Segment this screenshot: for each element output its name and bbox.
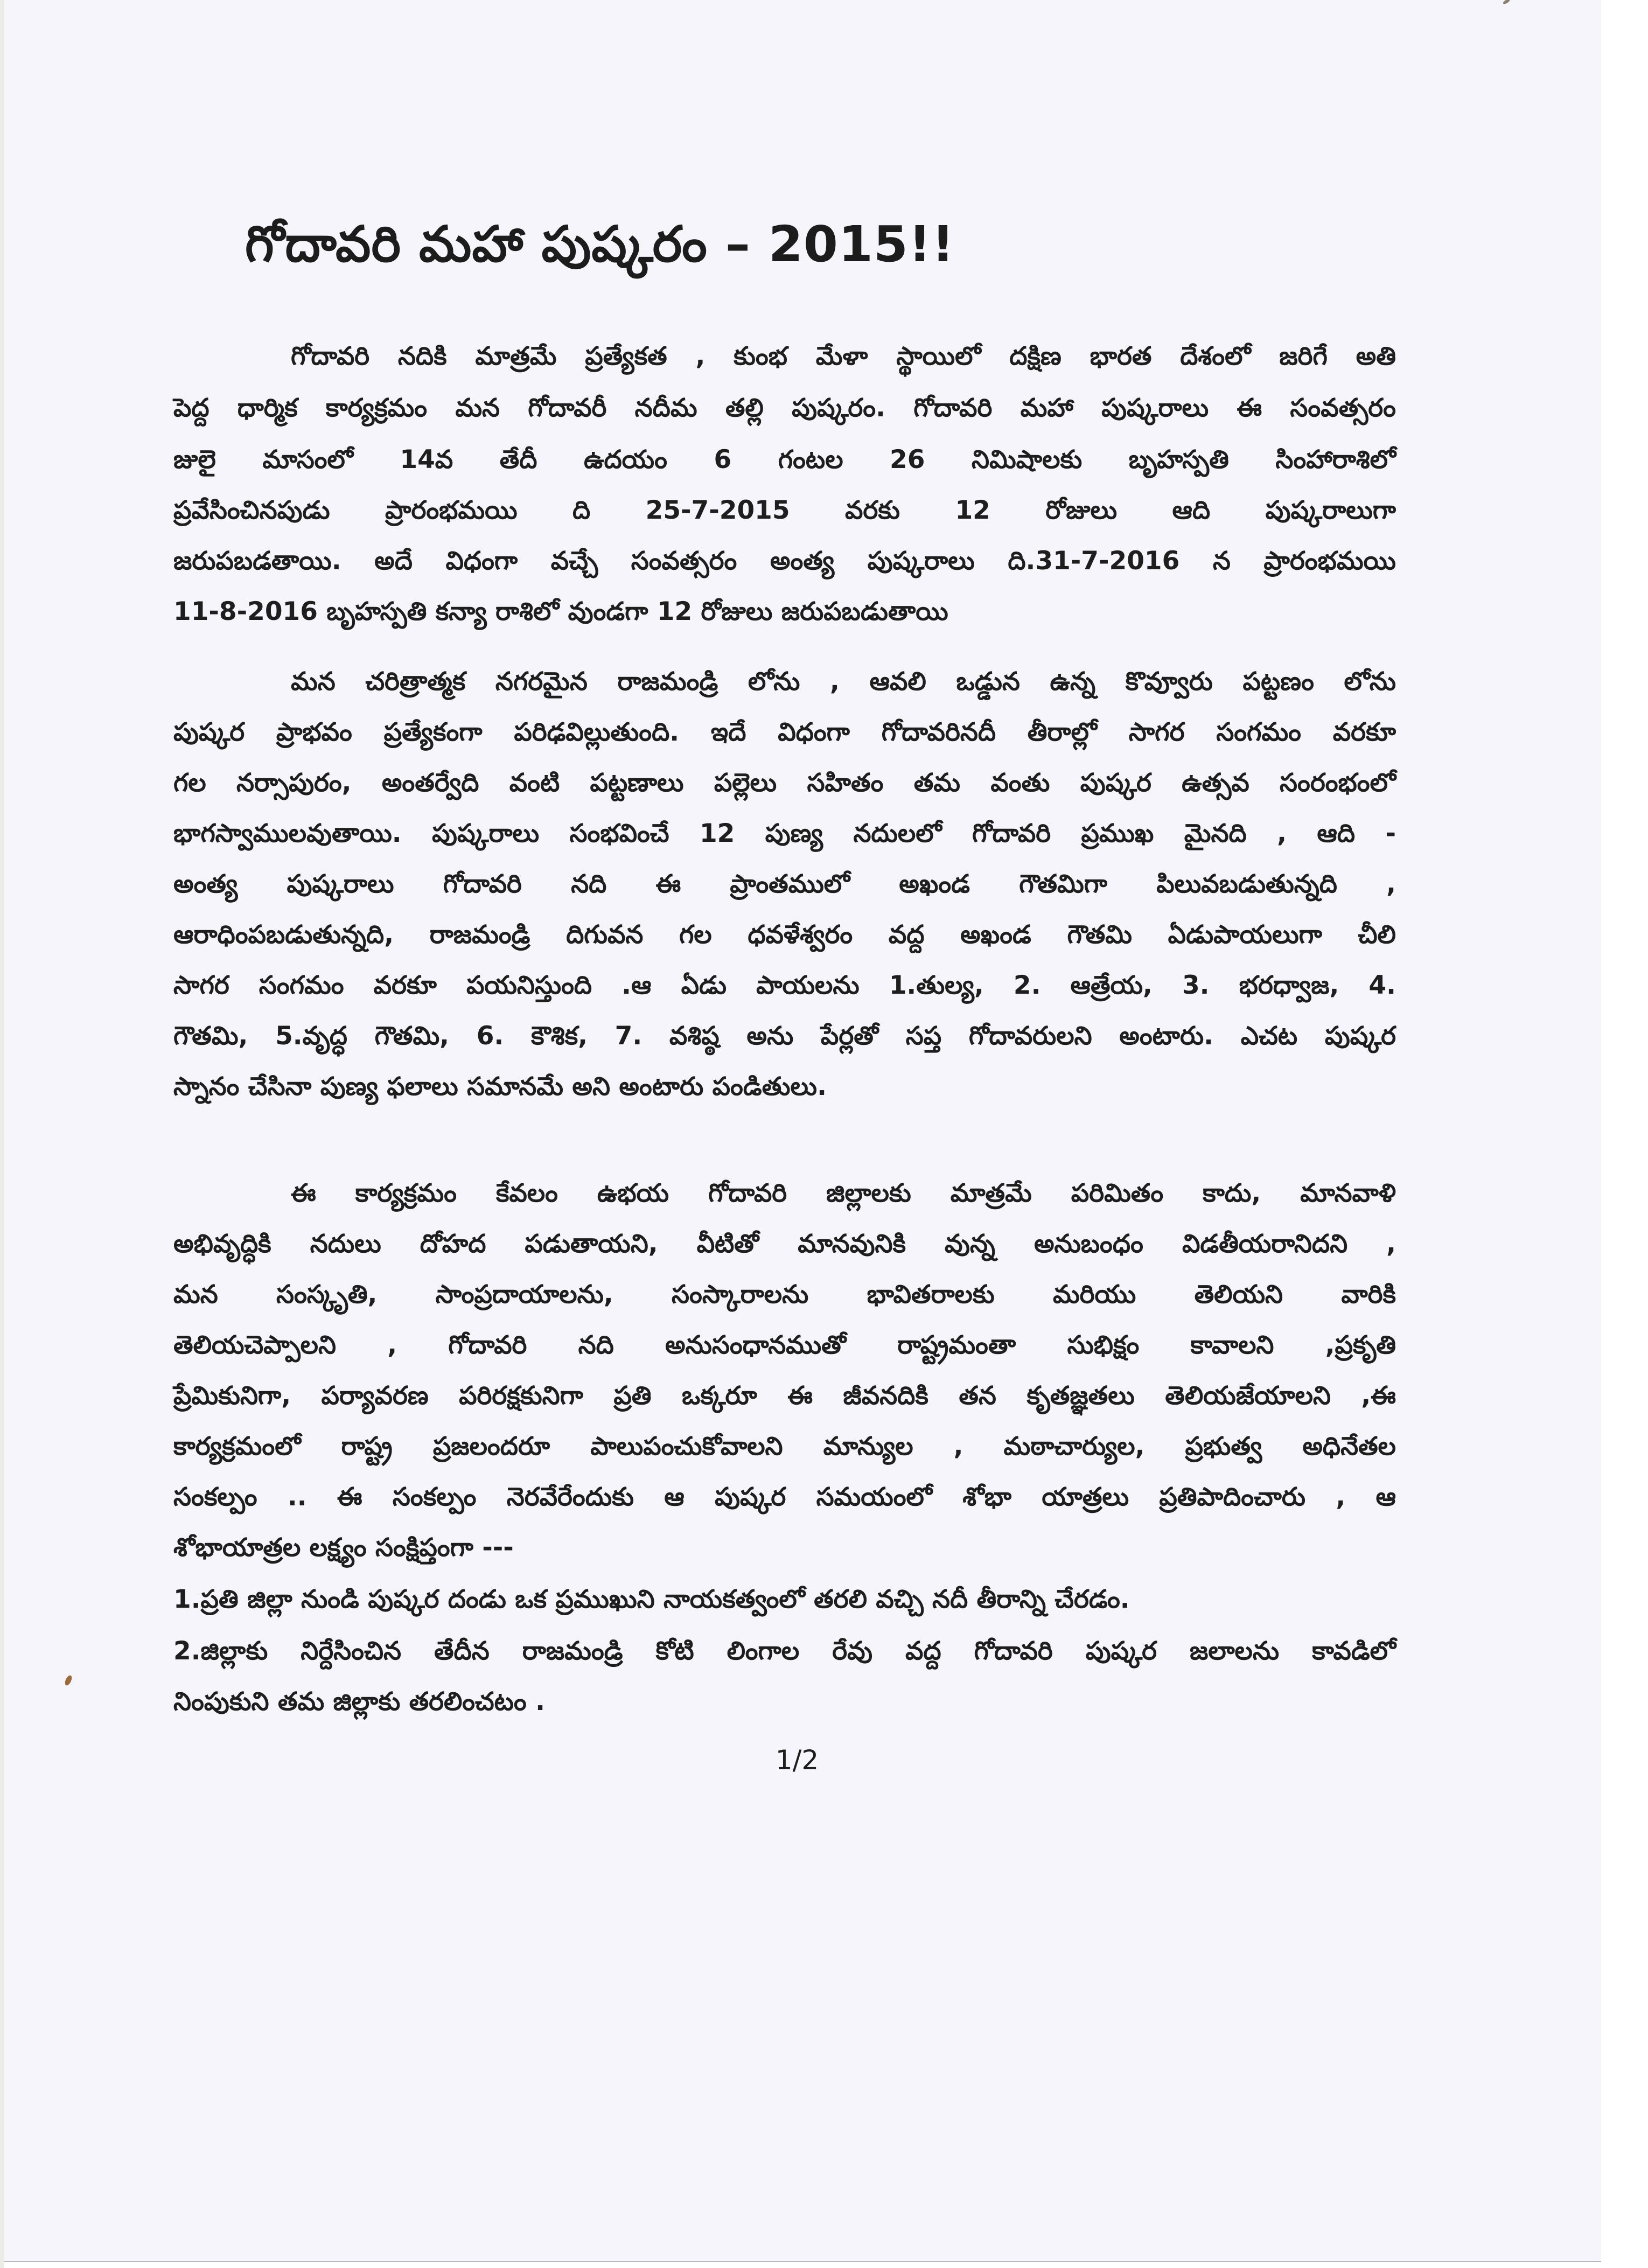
paragraph-3-line: ఈ కార్యక్రమం కేవలం ఉభయ గోదావరి జిల్లాలకు మాత్రమే పరిమితం కాదు, మానవాళి (291, 1178, 1396, 1208)
paragraph-3-line: శోభాయాత్రల లక్ష్యం సంక్షిప్తంగా --- (173, 1533, 514, 1562)
paragraph-3-line: సంకల్పం .. ఈ సంకల్పం నెరవేరేందుకు ఆ పుష్కర సమయంలో శోభా యాత్రలు ప్రతిపాదించారు , ఆ (173, 1482, 1396, 1512)
paragraph-2-line: మన చరిత్రాత్మక నగరమైన రాజమండ్రి లోను , ఆవలి ఒడ్డున ఉన్న కొవ్వూరు పట్టణం లోను (291, 667, 1396, 696)
paragraph-3-line: ప్రేమికునిగా, పర్యావరణ పరిరక్షకునిగా ప్రతి ఒక్కరూ ఈ జీవనదికి తన కృతజ్ఞతలు తెలియజేయాలని ,ఈ (173, 1381, 1396, 1411)
paragraph-2-line: ఆరాధింపబడుతున్నది, రాజమండ్రి దిగువన గల ధవళేశ్వరం వద్ద అఖండ గౌతమి ఏడుపాయలుగా చీలి (173, 920, 1396, 950)
paragraph-2-line: గల నర్సాపురం, అంతర్వేది వంటి పట్టణాలు పల్లెలు సహితం తమ వంతు పుష్కర ఉత్సవ సంరంభంలో (173, 768, 1396, 798)
page-number: 1/2 (775, 1744, 819, 1776)
paragraph-1-line: జరుపబడతాయి. అదే విధంగా వచ్చే సంవత్సరం అంత్య పుష్కరాలు ది.31-7-2016 న ప్రారంభమయి (173, 546, 1396, 576)
paragraph-1-line: గోదావరి నదికి మాత్రమే ప్రత్యేకత , కుంభ మేళా స్థాయిలో దక్షిణ భారత దేశంలో జరిగే అతి (291, 341, 1396, 371)
paragraph-1-line: 11-8-2016 బృహస్పతి కన్యా రాశిలో వుండగా 12 రోజులు జరుపబడుతాయి (173, 597, 948, 626)
paragraph-3-line: కార్యక్రమంలో రాష్ట్ర ప్రజలందరూ పాలుపంచుకోవాలని మాన్యుల , మఠాచార్యుల, ప్రభుత్వ అధినేతల (173, 1432, 1396, 1461)
list-item: 2.జిల్లాకు నిర్దేసించిన తేదీన రాజమండ్రి కోటి లింగాల రేవు వద్ద గోదావరి పుష్కర జలాలను కావడిలో (173, 1636, 1396, 1666)
paragraph-2-line: పుష్కర ప్రాభవం ప్రత్యేకంగా పరిఢవిల్లుతుంది. ఇదే విధంగా గోదావరినదీ తీరాల్లో సాగర సంగమం వరకూ (173, 717, 1396, 747)
paragraph-2-line: భాగస్వాములవుతాయి. పుష్కరాలు సంభవించే 12 పుణ్య నదులలో గోదావరి ప్రముఖ మైనది , ఆది - (173, 819, 1396, 848)
list-item-continuation: నింపుకుని తమ జిల్లాకు తరలించటం . (173, 1687, 545, 1716)
paragraph-2-line: సాగర సంగమం వరకూ పయనిస్తుంది .ఆ ఏడు పాయలను 1.తుల్య, 2. ఆత్రేయ, 3. భరధ్వాజ, 4. (173, 971, 1396, 1000)
paper-edge (0, 0, 4, 2268)
list-item: 1.ప్రతి జిల్లా నుండి పుష్కర దండు ఒక ప్రముఖుని నాయకత్వంలో తరలి వచ్చి నదీ తీరాన్ని చేరడం. (173, 1585, 1130, 1614)
paragraph-2-line: గౌతమి, 5.వృద్ధ గౌతమి, 6. కౌశిక, 7. వశిష్ఠ అను పేర్లతో సప్త గోదావరులని అంటారు. ఎచట పుష్కర (173, 1021, 1396, 1051)
paragraph-1-line: జులై మాసంలో 14వ తేదీ ఉదయం 6 గంటల 26 నిమిషాలకు బృహస్పతి సింహారాశిలో (173, 445, 1396, 474)
paragraph-1-line: పెద్ద ధార్మిక కార్యక్రమం మన గోదావరీ నదీమ తల్లి పుష్కరం. గోదావరి మహా పుష్కరాలు ఈ సంవత్సరం (173, 393, 1396, 423)
paragraph-3-line: అభివృద్ధికి నదులు దోహద పడుతాయని, వీటితో మానవునికి వున్న అనుబంధం విడతీయరానిదని , (173, 1229, 1396, 1259)
paragraph-3-line: తెలియచెప్పాలని , గోదావరి నది అనుసంధానముతో రాష్ట్రమంతా సుభిక్షం కావాలని ,ప్రకృతి (173, 1330, 1396, 1360)
document-title: గోదావరి మహా పుష్కరం – 2015!! (245, 215, 955, 273)
paragraph-3-line: మన సంస్కృతి, సాంప్రదాయాలను, సంస్కారాలను భావితరాలకు మరియు తెలియని వారికి (173, 1280, 1396, 1309)
paragraph-2-line: అంత్య పుష్కరాలు గోదావరి నది ఈ ప్రాంతములో అఖండ గౌతమిగా పిలువబడుతున్నది , (173, 869, 1396, 899)
paragraph-2-line: స్నానం చేసినా పుణ్య ఫలాలు సమానమే అని అంటారు పండితులు. (173, 1072, 827, 1101)
paragraph-1-line: ప్రవేసించినపుడు ప్రారంభమయి ది 25-7-2015 వరకు 12 రోజులు ఆది పుష్కరాలుగా (173, 496, 1396, 525)
